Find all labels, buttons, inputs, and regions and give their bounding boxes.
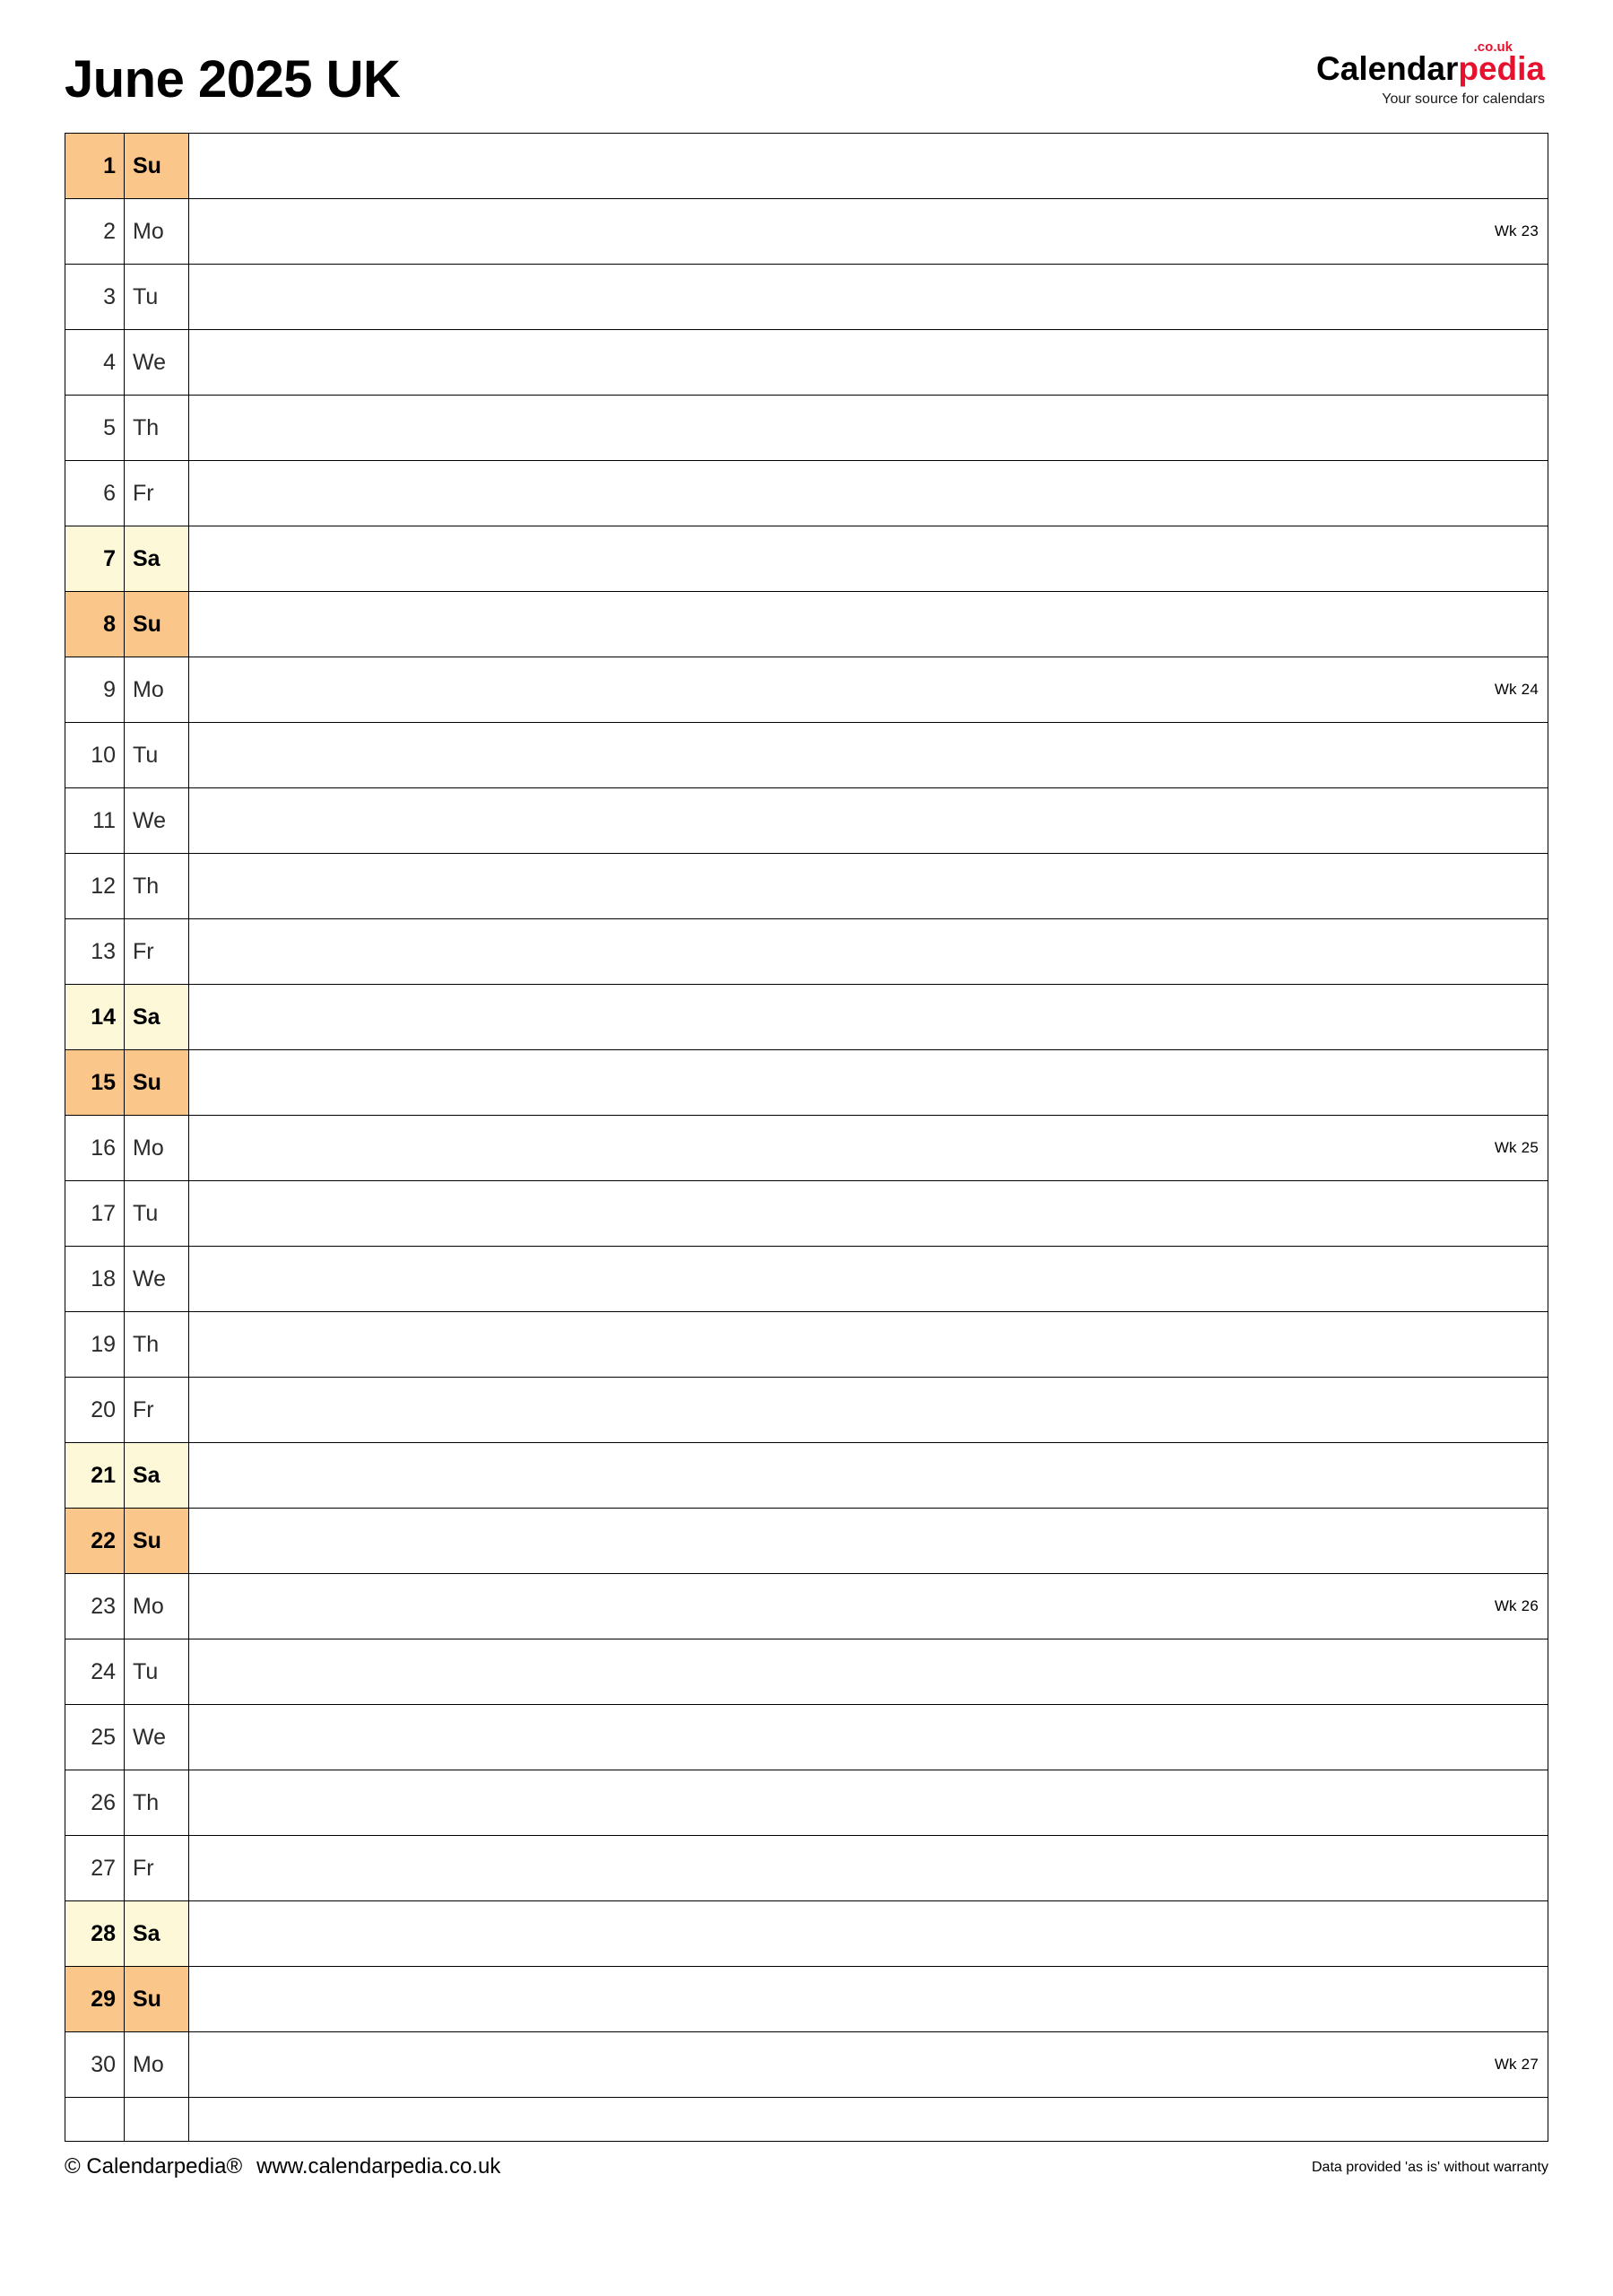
day-notes-area[interactable] [189, 1770, 1548, 1836]
day-of-week: Su [125, 592, 189, 657]
day-notes-area[interactable] [189, 134, 1548, 199]
week-number-label: Wk 24 [1494, 681, 1539, 698]
calendar-day-row [65, 1770, 1548, 1836]
footer-copyright-block [65, 2154, 500, 2179]
calendar-day-row [65, 723, 1548, 788]
day-number: 12 [65, 854, 125, 919]
day-notes-area[interactable] [189, 1509, 1548, 1574]
day-number: 3 [65, 265, 125, 330]
day-of-week: Sa [125, 526, 189, 592]
day-notes-area[interactable] [189, 2098, 1548, 2142]
day-of-week: Su [125, 1509, 189, 1574]
brand-name-part2: pedia [1458, 50, 1545, 87]
day-of-week: Mo [125, 2032, 189, 2098]
day-of-week: Th [125, 396, 189, 461]
day-of-week: Mo [125, 657, 189, 723]
day-number: 18 [65, 1247, 125, 1312]
day-number: 8 [65, 592, 125, 657]
day-number: 19 [65, 1312, 125, 1378]
day-of-week: Fr [125, 1836, 189, 1901]
calendar-day-row [65, 1901, 1548, 1967]
calendar-day-row [65, 1247, 1548, 1312]
calendar-day-row [65, 1116, 1548, 1181]
calendar-day-row [65, 396, 1548, 461]
day-of-week: Mo [125, 199, 189, 265]
day-number: 28 [65, 1901, 125, 1967]
calendar-day-row [65, 134, 1548, 199]
day-notes-area[interactable] [189, 1574, 1548, 1639]
day-number: 21 [65, 1443, 125, 1509]
calendar-day-row [65, 461, 1548, 526]
week-number-label: Wk 27 [1494, 2056, 1539, 2073]
page-header [65, 36, 1548, 122]
day-notes-area[interactable] [189, 985, 1548, 1050]
day-notes-area[interactable] [189, 854, 1548, 919]
calendar-day-row [65, 1705, 1548, 1770]
calendar-day-row [65, 1509, 1548, 1574]
day-number: 11 [65, 788, 125, 854]
day-notes-area[interactable] [189, 723, 1548, 788]
calendar-day-row [65, 1639, 1548, 1705]
day-notes-area[interactable] [189, 1378, 1548, 1443]
day-number: 22 [65, 1509, 125, 1574]
day-number: 23 [65, 1574, 125, 1639]
day-notes-area[interactable] [189, 592, 1548, 657]
calendar-day-row [65, 2032, 1548, 2098]
day-number: 13 [65, 919, 125, 985]
day-notes-area[interactable] [189, 1050, 1548, 1116]
week-number-label: Wk 26 [1494, 1597, 1539, 1614]
calendar-day-row [65, 1312, 1548, 1378]
day-notes-area[interactable] [189, 265, 1548, 330]
day-number: 7 [65, 526, 125, 592]
page-footer [65, 2154, 1548, 2179]
day-number: 20 [65, 1378, 125, 1443]
day-of-week [125, 2098, 189, 2142]
day-of-week: Fr [125, 461, 189, 526]
day-notes-area[interactable] [189, 1116, 1548, 1181]
calendar-day-row [65, 1378, 1548, 1443]
day-number: 5 [65, 396, 125, 461]
day-of-week: We [125, 1705, 189, 1770]
day-notes-area[interactable] [189, 1639, 1548, 1705]
day-of-week: Tu [125, 265, 189, 330]
day-of-week: Su [125, 1967, 189, 2032]
brand-tagline: Your source for calendars [1382, 91, 1545, 107]
week-number-label: Wk 25 [1494, 1139, 1539, 1156]
day-number: 1 [65, 134, 125, 199]
day-number: 4 [65, 330, 125, 396]
calendar-day-row [65, 985, 1548, 1050]
day-of-week: Mo [125, 1574, 189, 1639]
day-notes-area[interactable] [189, 919, 1548, 985]
footer-disclaimer: Data provided 'as is' without warranty [1311, 2160, 1548, 2175]
day-notes-area[interactable] [189, 1967, 1548, 2032]
calendar-day-row [65, 1836, 1548, 1901]
day-of-week: We [125, 788, 189, 854]
day-notes-area[interactable] [189, 657, 1548, 723]
day-number: 2 [65, 199, 125, 265]
day-notes-area[interactable] [189, 1901, 1548, 1967]
day-number: 14 [65, 985, 125, 1050]
day-notes-area[interactable] [189, 199, 1548, 265]
day-of-week: Fr [125, 1378, 189, 1443]
calendar-day-row [65, 526, 1548, 592]
footer-copyright: © Calendarpedia® [65, 2154, 243, 2179]
day-number: 29 [65, 1967, 125, 2032]
brand-name-part1: Calendar [1316, 50, 1459, 87]
calendar-day-row [65, 657, 1548, 723]
day-number: 30 [65, 2032, 125, 2098]
calendar-day-row [65, 265, 1548, 330]
calendar-day-row [65, 1443, 1548, 1509]
day-notes-area[interactable] [189, 1443, 1548, 1509]
day-of-week: Tu [125, 1181, 189, 1247]
day-number [65, 2098, 125, 2142]
day-notes-area[interactable] [189, 330, 1548, 396]
calendar-day-row [65, 1050, 1548, 1116]
day-of-week: Th [125, 1770, 189, 1836]
day-of-week: We [125, 330, 189, 396]
day-number: 9 [65, 657, 125, 723]
day-of-week: Tu [125, 723, 189, 788]
day-of-week: We [125, 1247, 189, 1312]
calendarpedia-logo [1316, 39, 1548, 108]
day-notes-area[interactable] [189, 2032, 1548, 2098]
calendar-day-row [65, 1967, 1548, 2032]
day-notes-area[interactable] [189, 788, 1548, 854]
calendar-day-row [65, 199, 1548, 265]
day-notes-area[interactable] [189, 396, 1548, 461]
day-of-week: Sa [125, 1443, 189, 1509]
day-number: 27 [65, 1836, 125, 1901]
footer-website[interactable]: www.calendarpedia.co.uk [256, 2154, 501, 2179]
day-of-week: Su [125, 134, 189, 199]
month-table [65, 133, 1548, 2142]
day-of-week: Th [125, 1312, 189, 1378]
day-notes-area[interactable] [189, 1312, 1548, 1378]
day-number: 16 [65, 1116, 125, 1181]
day-number: 6 [65, 461, 125, 526]
day-notes-area[interactable] [189, 1705, 1548, 1770]
day-notes-area[interactable] [189, 461, 1548, 526]
calendar-day-row [65, 592, 1548, 657]
page-title: June 2025 UK [65, 50, 401, 109]
day-of-week: Tu [125, 1639, 189, 1705]
day-of-week: Th [125, 854, 189, 919]
day-notes-area[interactable] [189, 1836, 1548, 1901]
calendar-day-row [65, 1574, 1548, 1639]
day-of-week: Fr [125, 919, 189, 985]
day-number: 10 [65, 723, 125, 788]
brand-tld-label: .co.uk [1473, 39, 1513, 55]
day-number: 17 [65, 1181, 125, 1247]
day-of-week: Sa [125, 985, 189, 1050]
day-notes-area[interactable] [189, 526, 1548, 592]
brand-wordmark [1316, 52, 1545, 85]
calendar-day-row [65, 1181, 1548, 1247]
day-notes-area[interactable] [189, 1181, 1548, 1247]
calendar-day-row [65, 788, 1548, 854]
day-of-week: Mo [125, 1116, 189, 1181]
calendar-day-row [65, 330, 1548, 396]
day-notes-area[interactable] [189, 1247, 1548, 1312]
calendar-day-row [65, 854, 1548, 919]
day-number: 25 [65, 1705, 125, 1770]
day-of-week: Sa [125, 1901, 189, 1967]
calendar-day-row [65, 2098, 1548, 2142]
day-of-week: Su [125, 1050, 189, 1116]
day-number: 24 [65, 1639, 125, 1705]
week-number-label: Wk 23 [1494, 222, 1539, 239]
calendar-day-row [65, 919, 1548, 985]
day-number: 26 [65, 1770, 125, 1836]
day-number: 15 [65, 1050, 125, 1116]
